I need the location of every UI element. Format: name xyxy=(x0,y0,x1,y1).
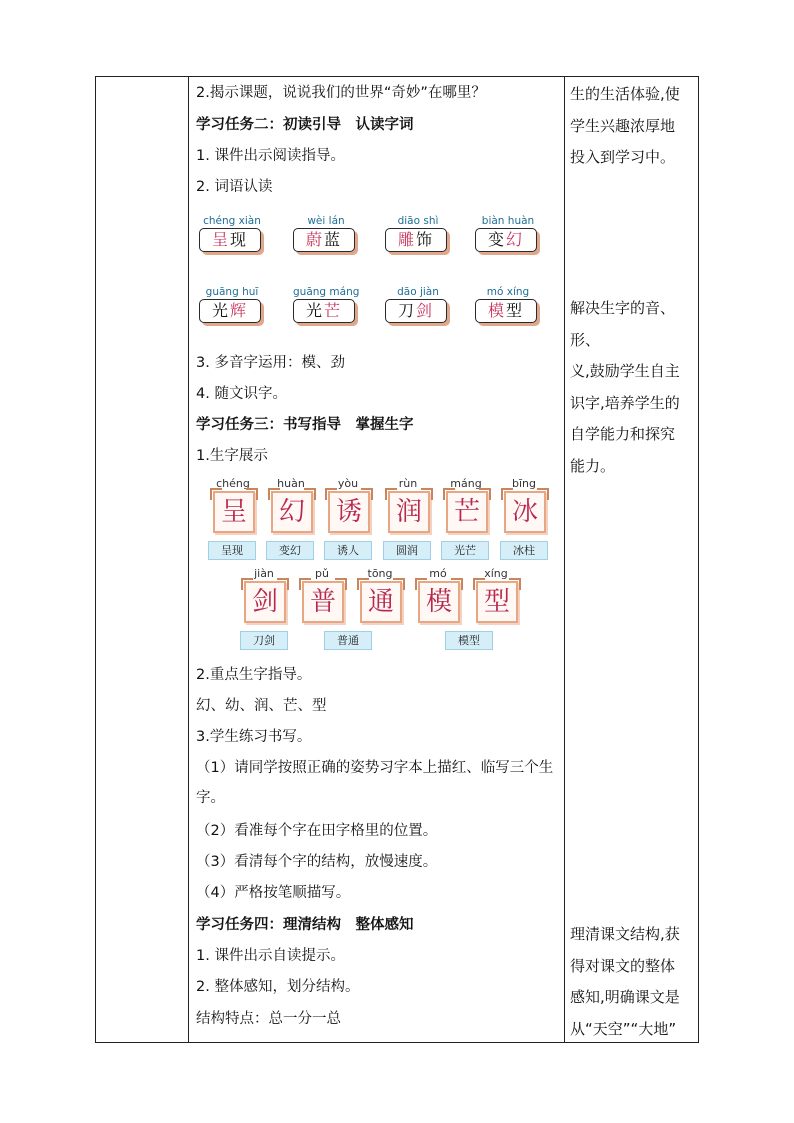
process-line: 幻、幼、润、芒、型 xyxy=(196,698,327,714)
char-card: xíng 型 xyxy=(474,567,518,623)
vocab-card: chéng xiàn 呈现 xyxy=(199,214,265,254)
vocab-card: biàn huàn 变幻 xyxy=(475,214,541,254)
word-tag: 冰柱 xyxy=(500,541,548,560)
char-card: pǔ 普 xyxy=(300,567,344,623)
char-card: chéng 呈 xyxy=(211,477,255,533)
char-card: jiàn 剑 xyxy=(242,567,286,623)
process-line: （4）严格按笔顺描写。 xyxy=(196,885,351,901)
word-tag: 刀剑 xyxy=(240,631,288,650)
word-tag: 诱人 xyxy=(324,541,372,560)
column-divider xyxy=(188,77,189,1042)
design-note: 理清课文结构,获 得对课文的整体 感知,明确课文是 从“天空”“大地” xyxy=(570,925,680,1038)
process-line: （1）请同学按照正确的姿势习字本上描红、临写三个生字。 xyxy=(196,760,554,806)
char-card: huàn 幻 xyxy=(269,477,313,533)
design-note: 生的生活体验,使 学生兴趣浓厚地 投入到学习中。 xyxy=(570,85,680,166)
word-tag: 变幻 xyxy=(266,541,314,560)
process-line: 2. 词语认读 xyxy=(196,179,273,195)
process-line: 3.学生练习书写。 xyxy=(196,729,312,745)
char-card: yòu 诱 xyxy=(326,477,370,533)
process-line: 结构特点：总一分一总 xyxy=(196,1011,341,1027)
process-line: 1. 课件出示自读提示。 xyxy=(196,948,345,964)
char-card: mó 模 xyxy=(416,567,460,623)
process-line: 2.揭示课题，说说我们的世界“奇妙”在哪里？ xyxy=(196,85,486,101)
char-card: bīng 冰 xyxy=(502,477,546,533)
process-line: （2）看准每个字在田字格里的位置。 xyxy=(196,823,438,839)
word-tag: 普通 xyxy=(324,631,372,650)
word-tag: 模型 xyxy=(445,631,493,650)
process-line: 4. 随文识字。 xyxy=(196,386,287,402)
task-heading: 学习任务三：书写指导 掌握生字 xyxy=(196,417,414,433)
task-heading: 学习任务四：理清结构 整体感知 xyxy=(196,917,414,933)
lesson-table xyxy=(95,76,699,1043)
vocab-card: dāo jiàn 刀剑 xyxy=(385,285,451,325)
task-heading: 学习任务二：初读引导 认读字词 xyxy=(196,117,414,133)
process-line: 2. 整体感知，划分结构。 xyxy=(196,979,360,995)
vocab-card: wèi lán 蔚蓝 xyxy=(293,214,359,254)
process-line: 3. 多音字运用：模、劲 xyxy=(196,355,345,371)
char-card: máng 芒 xyxy=(444,477,488,533)
char-card: tōng 通 xyxy=(358,567,402,623)
process-line: 1. 课件出示阅读指导。 xyxy=(196,148,345,164)
process-line: 2.重点生字指导。 xyxy=(196,667,312,683)
word-tag: 呈现 xyxy=(208,541,256,560)
vocab-card: guāng huī 光辉 xyxy=(199,285,265,325)
vocab-card: mó xíng 模型 xyxy=(475,285,541,325)
char-card: rùn 润 xyxy=(386,477,430,533)
process-line: 1.生字展示 xyxy=(196,448,268,464)
process-line: （3）看清每个字的结构，放慢速度。 xyxy=(196,854,438,870)
word-tag: 光芒 xyxy=(441,541,489,560)
vocab-card: guāng máng 光芒 xyxy=(293,285,359,325)
column-divider xyxy=(564,77,565,1042)
vocab-card: diāo shì 雕饰 xyxy=(385,214,451,254)
word-tag: 圆润 xyxy=(383,541,431,560)
design-note: 解决生字的音、形、 义,鼓励学生自主 识字,培养学生的 自学能力和探究 能力。 xyxy=(570,299,680,475)
